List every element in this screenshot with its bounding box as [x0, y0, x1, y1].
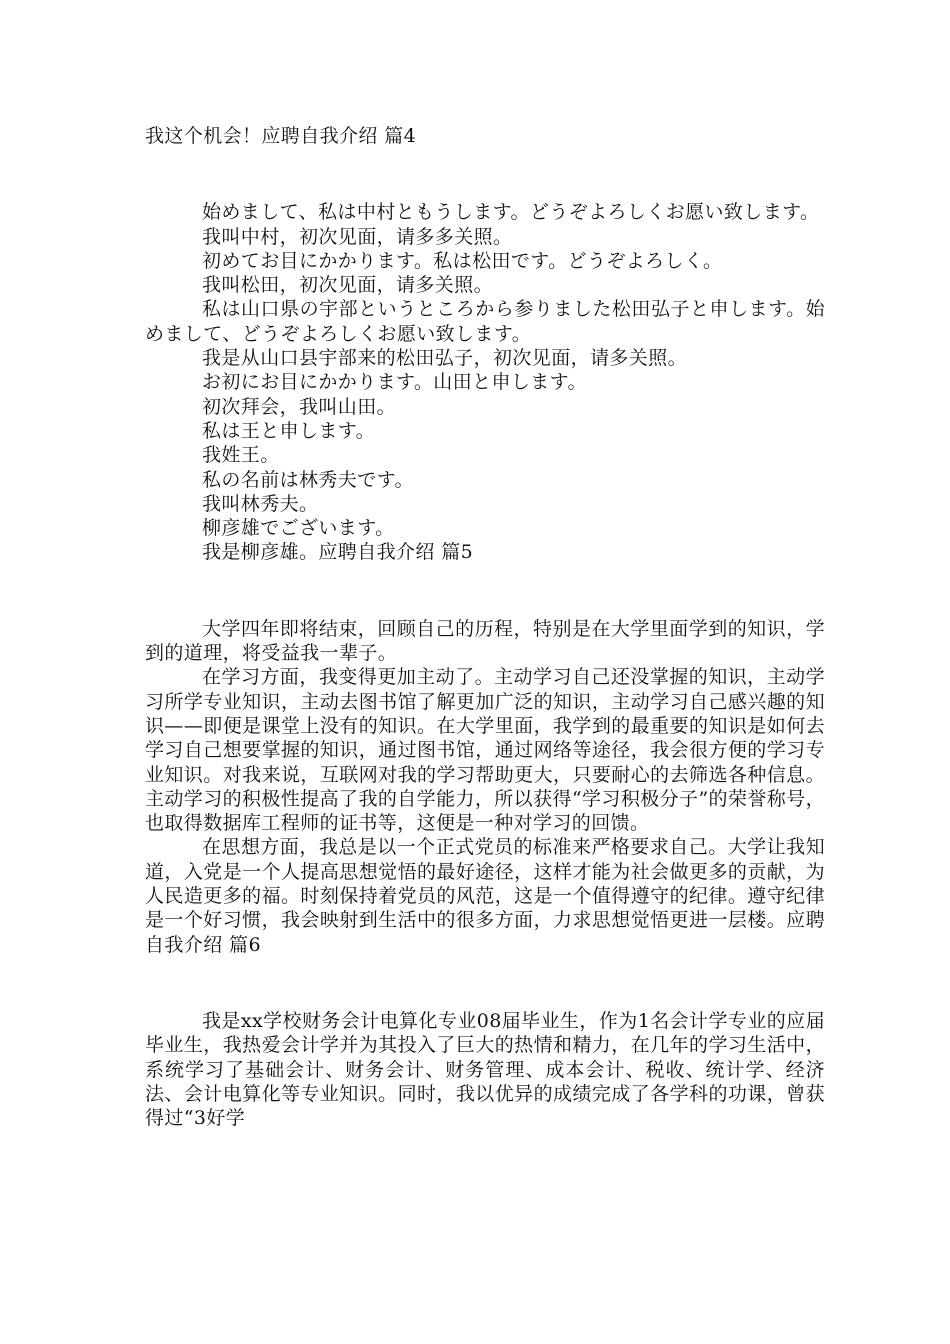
paragraph: 柳彦雄でございます。 [202, 517, 395, 540]
paragraph: 初めてお目にかかります。私は松田です。どうぞよろしく。 [202, 249, 723, 272]
section-gap [145, 565, 825, 617]
paragraph: 我是从山口县宇部来的松田弘子，初次见面，请多关照。 [202, 347, 688, 370]
paragraph-heading-4: 我这个机会！应聘自我介绍 篇4 [145, 125, 417, 147]
paragraph: 私の名前は林秀夫です。 [202, 468, 414, 491]
paragraph-heading-6: 在思想方面，我总是以一个正式党员的标准来严格要求自己。大学让我知道，入党是一个人提高思想觉悟的最好途径，这样才能为社会做更多的贡献，为人民造更多的福。时刻保持着党员的风范，这是一个值得遵守的纪律。遵守纪律是一个好习惯，我会映射到生活中的很多方面，力求思想觉悟更进一层楼。应聘自我介绍 篇6 [145, 836, 825, 956]
paragraph: 大学四年即将结束，回顾自己的历程，特别是在大学里面学到的知识，学到的道理，将受益我一辈子。 [145, 617, 825, 665]
paragraph: 我姓王。 [202, 444, 280, 467]
paragraph: 私は山口県の宇部というところから参りました松田弘子と申します。始めまして、どうぞよろしくお愿い致します。 [145, 298, 825, 345]
paragraph: 初次拜会，我叫山田。 [202, 395, 397, 418]
paragraph: 我叫林秀夫。 [202, 492, 319, 515]
paragraph: 我叫松田，初次见面，请多关照。 [202, 274, 494, 297]
paragraph: 私は王と申します。 [202, 419, 376, 442]
paragraph-heading-5: 我是柳彦雄。应聘自我介绍 篇5 [202, 541, 474, 564]
document-body [145, 124, 825, 1130]
section-gap [145, 148, 825, 200]
paragraph: 在学习方面，我变得更加主动了。主动学习自己还没掌握的知识，主动学习所学专业知识，主动去图书馆了解更加广泛的知识，主动学习自己感兴趣的知识——即便是课堂上没有的知识。在大学里面，我学到的最重要的知识是如何去学习自己想要掌握的知识，通过图书馆，通过网络等途径，我会很方便的学习专业知识。对我来说，互联网对我的学习帮助更大，只要耐心的去筛选各种信息。主动学习的积极性提高了我的自学能力，所以获得“学习积极分子”的荣誉称号，也取得数据库工程师的证书等，这便是一种对学习的回馈。 [145, 666, 825, 835]
paragraph: 我是xx学校财务会计电算化专业08届毕业生，作为1名会计学专业的应届毕业生，我热爱会计学并为其投入了巨大的热情和精力，在几年的学习生活中，系统学习了基础会计、财务会计、财务管理、成本会计、税收、统计学、经济法、会计电算化等专业知识。同时，我以优异的成绩完成了各学科的功课，曾获得过“3好学 [145, 1009, 825, 1130]
paragraph: 始めまして、私は中村ともうします。どうぞよろしくお愿い致します。 [202, 201, 820, 224]
section-gap [145, 957, 825, 1009]
paragraph: 我叫中村，初次见面，请多多关照。 [202, 225, 513, 248]
paragraph: お初にお目にかかります。山田と申します。 [202, 371, 587, 394]
